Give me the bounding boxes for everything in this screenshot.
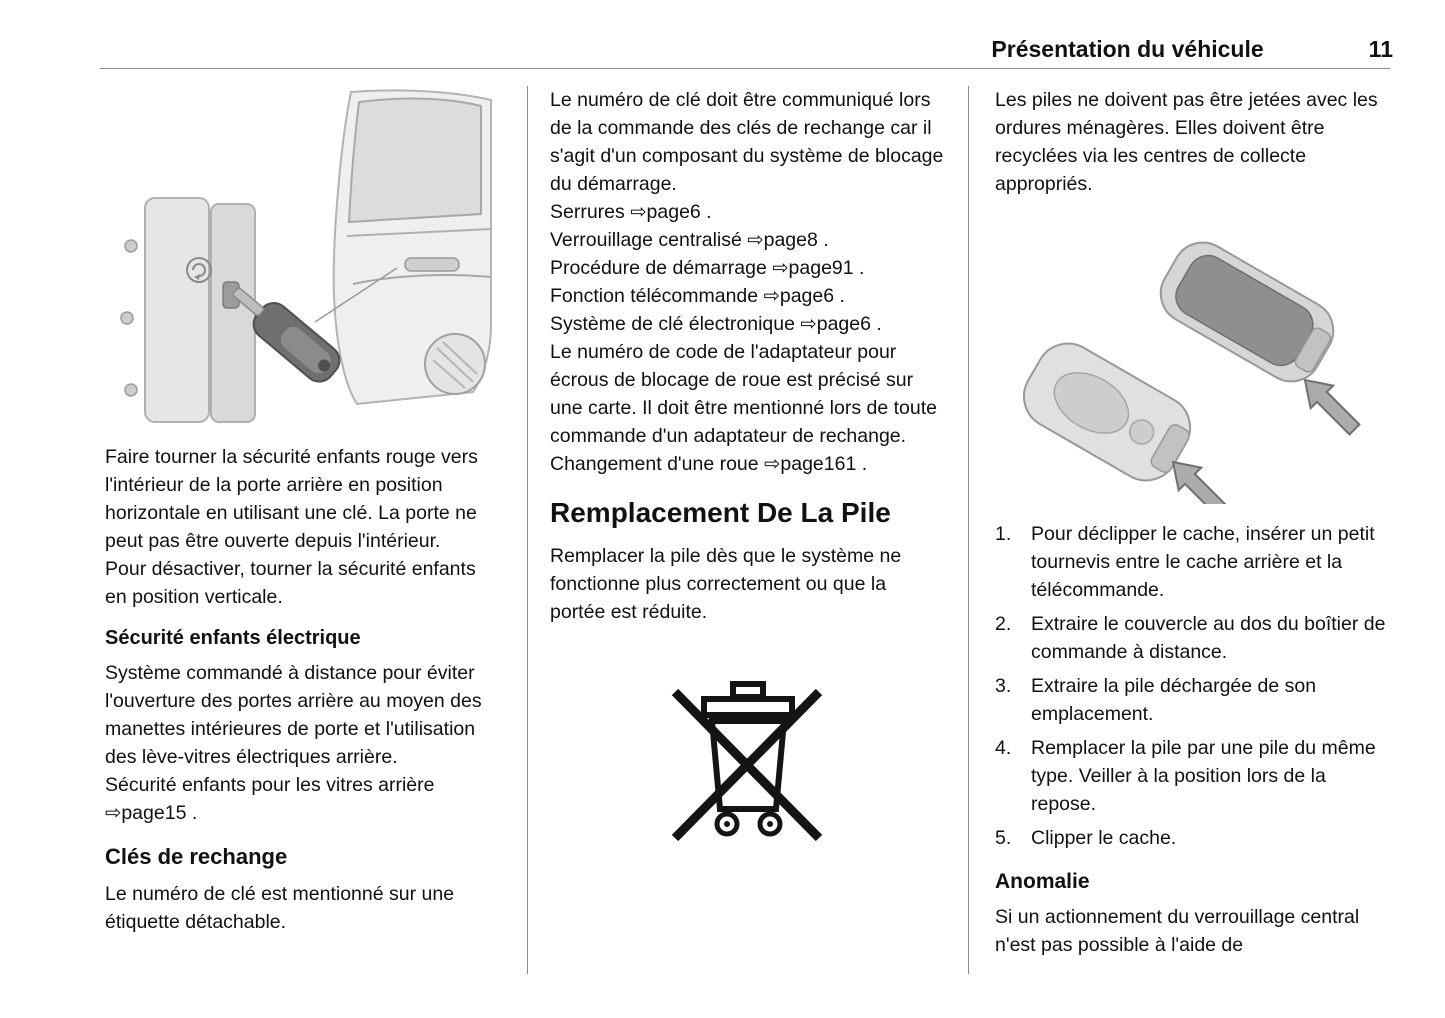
paragraph: Système commandé à distance pour éviter l'ouverture des portes arrière au moyen des manettes intérieures de porte et l'utilisation des lève-vitres électriques arrière. xyxy=(105,662,482,768)
paragraph: Le numéro de code de l'adaptateur pour écrous de blocage de roue est précisé sur une carte. Il doit être mentionné lors de toute commande d'un adaptateur de rechange. xyxy=(550,341,937,447)
column-left xyxy=(105,86,497,936)
paragraph: Si un actionnement du verrouillage central n'est pas possible à l'aide de xyxy=(995,906,1360,956)
list-item-text: Extraire la pile déchargée de son emplacement. xyxy=(1031,675,1317,725)
list-item xyxy=(995,734,1395,818)
list-item xyxy=(995,672,1395,728)
column-middle xyxy=(550,86,944,850)
column-right xyxy=(995,86,1395,959)
door-illustration-svg xyxy=(105,86,497,426)
page-reference: Fonction télécommande ⇨page6 . xyxy=(550,285,845,307)
list-item-number: 1. xyxy=(995,523,1012,545)
list-item-text: Remplacer la pile par une pile du même type. Veiller à la position lors de la repose. xyxy=(1031,737,1376,815)
list-item xyxy=(995,824,1395,852)
chapter-title: Présentation du véhicule xyxy=(991,36,1264,62)
list-item-text: Clipper le cache. xyxy=(1031,827,1177,849)
paragraph: Remplacer la pile dès que le système ne fonctionne plus correctement ou que la portée est réduite. xyxy=(550,545,902,623)
page-reference: Sécurité enfants pour les vitres arrière ⇨page15 . xyxy=(105,774,435,824)
list-item-text: Extraire le couvercle au dos du boîtier de commande à distance. xyxy=(1031,613,1386,663)
column-divider xyxy=(968,86,969,974)
crossed-out-wheelie-bin-icon xyxy=(663,678,831,850)
rear-door-child-lock-illustration xyxy=(105,86,497,426)
list-item-number: 4. xyxy=(995,737,1012,759)
page-reference: Serrures ⇨page6 . xyxy=(550,201,712,223)
page-reference: Procédure de démarrage ⇨page91 . xyxy=(550,257,865,279)
column-divider xyxy=(527,86,528,974)
battery-replacement-steps xyxy=(995,520,1395,852)
page-reference: Changement d'une roue ⇨page161 . xyxy=(550,453,868,475)
list-item-text: Pour déclipper le cache, insérer un petit tournevis entre le cache arrière et la télécommande. xyxy=(1031,523,1375,601)
list-item-number: 3. xyxy=(995,675,1012,697)
heading-fault: Anomalie xyxy=(995,870,1090,893)
list-item-number: 5. xyxy=(995,827,1012,849)
weee-icon-svg xyxy=(663,678,831,850)
remote-key-battery-illustration xyxy=(995,204,1387,504)
list-item xyxy=(995,610,1395,666)
arrow-into-upper-fob xyxy=(1294,369,1366,441)
key-fob-svg xyxy=(995,204,1387,504)
heading-child-safety-electric: Sécurité enfants électrique xyxy=(105,627,361,649)
page-reference: Verrouillage centralisé ⇨page8 . xyxy=(550,229,829,251)
page-number: 11 xyxy=(1368,36,1393,62)
paragraph: Pour désactiver, tourner la sécurité enfants en position verticale. xyxy=(105,558,476,608)
header-rule xyxy=(100,68,1390,69)
list-item-number: 2. xyxy=(995,613,1012,635)
heading-battery-replacement: Remplacement De La Pile xyxy=(550,497,891,528)
paragraph: Les piles ne doivent pas être jetées avec les ordures ménagères. Elles doivent être recyclées via les centres de collecte appropriés. xyxy=(995,89,1378,195)
paragraph: Le numéro de clé est mentionné sur une étiquette détachable. xyxy=(105,883,455,933)
page-header xyxy=(100,36,1393,63)
paragraph: Le numéro de clé doit être communiqué lors de la commande des clés de rechange car il s'agit d'un composant du système de blocage du démarrage. xyxy=(550,89,944,195)
paragraph: Faire tourner la sécurité enfants rouge vers l'intérieur de la porte arrière en position horizontale en utilisant une clé. La porte ne peut pas être ouverte depuis l'intérieur. xyxy=(105,446,478,552)
page-reference: Système de clé électronique ⇨page6 . xyxy=(550,313,882,335)
list-item xyxy=(995,520,1395,604)
heading-spare-keys: Clés de rechange xyxy=(105,844,288,869)
